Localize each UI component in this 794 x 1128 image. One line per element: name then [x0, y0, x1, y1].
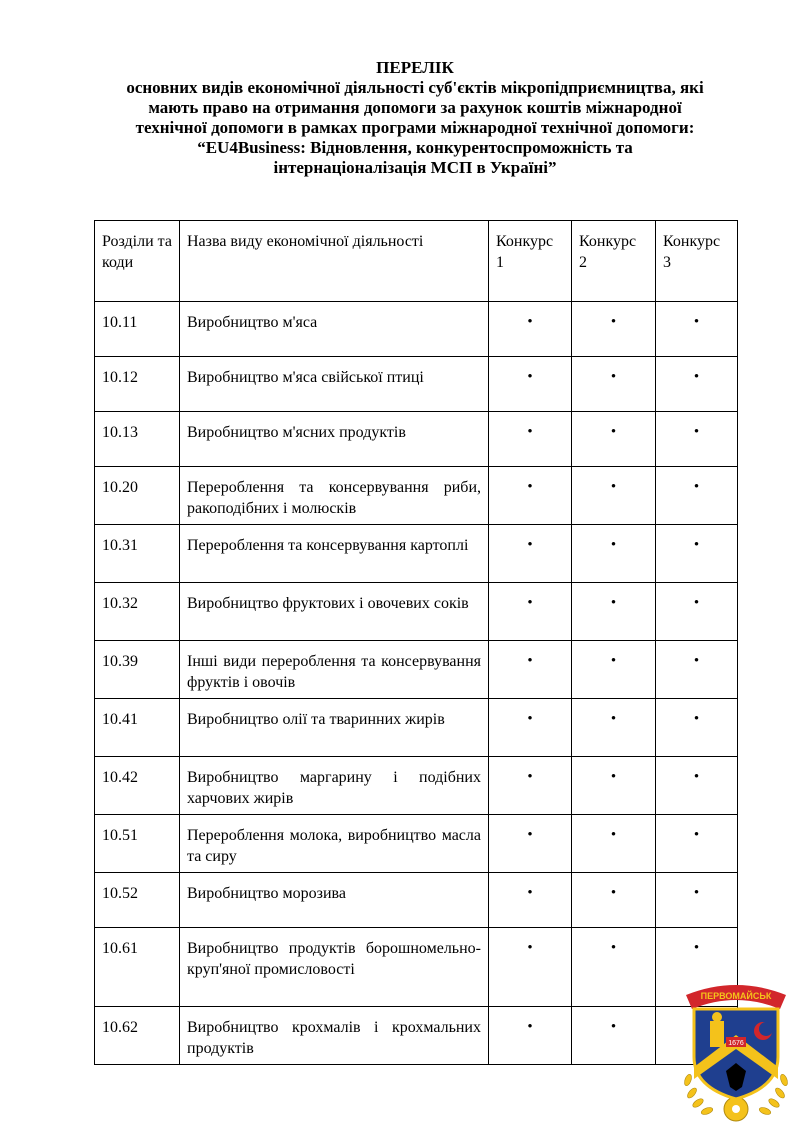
header-line-3: технічної допомоги в рамках програми міжнародної технічної допомоги: — [135, 118, 695, 137]
activity-code: 10.62 — [95, 1007, 180, 1065]
activity-name: Виробництво морозива — [180, 873, 489, 928]
activities-table — [94, 220, 738, 1065]
konkurs-1-mark: • — [489, 412, 572, 467]
table-row — [95, 873, 738, 928]
konkurs-1-mark: • — [489, 699, 572, 757]
konkurs-1-mark: • — [489, 873, 572, 928]
activity-code: 10.13 — [95, 412, 180, 467]
konkurs-2-mark: • — [572, 873, 656, 928]
konkurs-2-mark: • — [572, 699, 656, 757]
activity-code: 10.52 — [95, 873, 180, 928]
emblem-banner-text: ПЕРВОМАЙСЬК — [700, 991, 772, 1001]
activity-code: 10.42 — [95, 757, 180, 815]
activity-name: Перероблення молока, виробництво масла та сиру — [180, 815, 489, 873]
activity-code: 10.39 — [95, 641, 180, 699]
activity-name: Перероблення та консервування риби, ракоподібних і молюсків — [180, 467, 489, 525]
header-line-4: “EU4Business: Відновлення, конкурентоспроможність та — [197, 138, 633, 157]
konkurs-3-mark: • — [656, 467, 738, 525]
konkurs-1-mark: • — [489, 928, 572, 1007]
konkurs-1-mark: • — [489, 525, 572, 583]
table-row — [95, 302, 738, 357]
header-line-1: основних видів економічної діяльності суб'єктів мікропідприємництва, які — [126, 78, 704, 97]
konkurs-2-mark: • — [572, 525, 656, 583]
activity-code: 10.31 — [95, 525, 180, 583]
konkurs-2-mark: • — [572, 583, 656, 641]
konkurs-1-mark: • — [489, 641, 572, 699]
konkurs-3-mark: • — [656, 815, 738, 873]
activity-name: Виробництво м'ясних продуктів — [180, 412, 489, 467]
activity-code: 10.11 — [95, 302, 180, 357]
konkurs-2-mark: • — [572, 641, 656, 699]
konkurs-3-mark: • — [656, 583, 738, 641]
konkurs-1-mark: • — [489, 757, 572, 815]
header-konkurs-1: Конкурс 1 — [489, 221, 572, 302]
activity-name: Виробництво олії та тваринних жирів — [180, 699, 489, 757]
konkurs-3-mark: • — [656, 357, 738, 412]
document-title: ПЕРЕЛІК — [376, 58, 454, 77]
activity-code: 10.41 — [95, 699, 180, 757]
activity-code: 10.20 — [95, 467, 180, 525]
activity-name: Виробництво м'яса — [180, 302, 489, 357]
document-header — [60, 58, 770, 178]
header-name: Назва виду економічної діяльності — [180, 221, 489, 302]
table-row — [95, 1007, 738, 1065]
table-row — [95, 641, 738, 699]
activity-code: 10.32 — [95, 583, 180, 641]
konkurs-3-mark: • — [656, 928, 738, 1007]
konkurs-3-mark: • — [656, 699, 738, 757]
header-konkurs-2: Конкурс 2 — [572, 221, 656, 302]
konkurs-1-mark: • — [489, 357, 572, 412]
konkurs-2-mark: • — [572, 928, 656, 1007]
konkurs-1-mark: • — [489, 815, 572, 873]
activity-code: 10.51 — [95, 815, 180, 873]
konkurs-2-mark: • — [572, 467, 656, 525]
konkurs-3-mark: • — [656, 641, 738, 699]
table-row — [95, 815, 738, 873]
emblem-year: 1676 — [728, 1040, 744, 1047]
activity-name: Виробництво продуктів борошномельно-круп'яної промисловості — [180, 928, 489, 1007]
konkurs-3-mark: • — [656, 873, 738, 928]
city-coat-of-arms-icon — [680, 975, 792, 1123]
konkurs-3-mark: • — [656, 757, 738, 815]
table-header-row — [95, 221, 738, 302]
header-code: Розділи та коди — [95, 221, 180, 302]
activity-name: Інші види перероблення та консервування фруктів і овочів — [180, 641, 489, 699]
table-row — [95, 583, 738, 641]
activity-name: Виробництво фруктових і овочевих соків — [180, 583, 489, 641]
table-row — [95, 412, 738, 467]
table-row — [95, 699, 738, 757]
konkurs-1-mark: • — [489, 302, 572, 357]
konkurs-2-mark: • — [572, 302, 656, 357]
activity-code: 10.12 — [95, 357, 180, 412]
activity-name: Виробництво м'яса свійської птиці — [180, 357, 489, 412]
activity-code: 10.61 — [95, 928, 180, 1007]
table-row — [95, 357, 738, 412]
table-row — [95, 757, 738, 815]
konkurs-2-mark: • — [572, 357, 656, 412]
konkurs-1-mark: • — [489, 583, 572, 641]
table-row — [95, 525, 738, 583]
konkurs-1-mark: • — [489, 467, 572, 525]
konkurs-3-mark: • — [656, 412, 738, 467]
konkurs-1-mark: • — [489, 1007, 572, 1065]
konkurs-2-mark: • — [572, 1007, 656, 1065]
konkurs-3-mark: • — [656, 302, 738, 357]
header-line-5: інтернаціоналізація МСП в Україні” — [273, 158, 557, 177]
konkurs-2-mark: • — [572, 757, 656, 815]
header-line-2: мають право на отримання допомоги за рахунок коштів міжнародної — [148, 98, 682, 117]
activity-name: Виробництво крохмалів і крохмальних продуктів — [180, 1007, 489, 1065]
activity-name: Перероблення та консервування картоплі — [180, 525, 489, 583]
konkurs-2-mark: • — [572, 815, 656, 873]
konkurs-3-mark: • — [656, 525, 738, 583]
header-konkurs-3: Конкурс 3 — [656, 221, 738, 302]
table-row — [95, 467, 738, 525]
konkurs-2-mark: • — [572, 412, 656, 467]
activity-name: Виробництво маргарину і подібних харчових жирів — [180, 757, 489, 815]
table-row — [95, 928, 738, 1007]
